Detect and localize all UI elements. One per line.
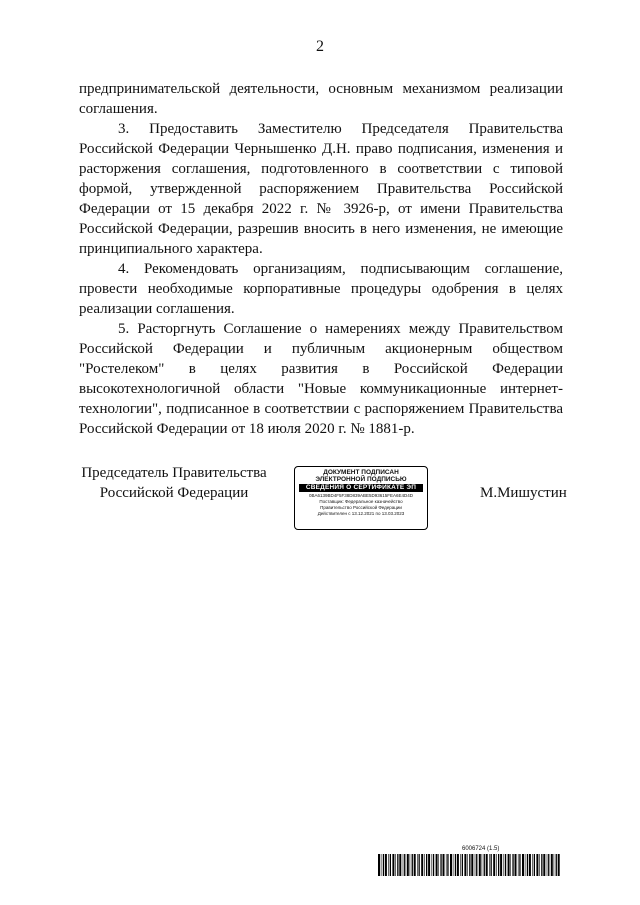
barcode-bar xyxy=(556,854,557,876)
barcode-bar xyxy=(489,854,490,876)
barcode-bar xyxy=(412,854,413,876)
barcode-bar xyxy=(508,854,510,876)
barcode-bar xyxy=(460,854,461,876)
barcode-bar xyxy=(383,854,384,876)
stamp-issuer-line1: Поставщик: Федеральное казначейство xyxy=(319,499,403,504)
barcode-bar xyxy=(534,854,535,876)
signatory-name: М.Мишустин xyxy=(480,485,567,501)
stamp-validity: Действителен с 13.12.2021 по 13.03.2023 xyxy=(317,511,405,516)
barcode-bar xyxy=(471,854,473,876)
barcode-bar xyxy=(476,854,477,876)
barcode-bar xyxy=(541,854,542,876)
barcode-bar xyxy=(440,854,441,876)
barcode-bar xyxy=(428,854,430,876)
paragraph-1: предпринимательской деятельности, основным механизмом реализации соглашения. xyxy=(79,81,563,117)
barcode-bar xyxy=(475,854,476,876)
barcode-bar xyxy=(378,854,380,876)
barcode-bar xyxy=(547,854,548,876)
barcode-bar xyxy=(462,854,463,876)
barcode-bar xyxy=(390,854,391,876)
barcode-bar xyxy=(453,854,454,876)
barcode xyxy=(378,854,560,876)
barcode-bar xyxy=(404,854,405,876)
barcode-bar xyxy=(424,854,425,876)
stamp-issuer-line2: Правительство Российской Федерации xyxy=(320,505,402,510)
barcode-bar xyxy=(385,854,387,876)
document-id: 6006724 (1.5) xyxy=(462,846,500,852)
barcode-bar xyxy=(395,854,396,876)
barcode-bar xyxy=(443,854,445,876)
stamp-cert-header: СВЕДЕНИЯ О СЕРТИФИКАТЕ ЭП xyxy=(299,484,423,492)
barcode-bar xyxy=(504,854,505,876)
barcode-bar xyxy=(527,854,528,876)
barcode-bar xyxy=(512,854,513,876)
barcode-bar xyxy=(482,854,483,876)
stamp-serial: 0BA6139BD4F5F38D839ABE5D93615FEA6E4D4D xyxy=(308,493,414,498)
paragraph-3: 3. Предоставить Заместителю Председателя Правительства Российской Федерации Чернышенко Д.Н. право подписания, изменения и расторжения соглашения, подготовленного в соответствии с типовой формой, утвержденной распоряжением Правительства Российской Федерации от 15 декабря 2022 г. № 3926-р, от имени Правительства Российской Федерации, разрешив вносить в него изменения, не имеющие принципиального характера. xyxy=(79,121,563,257)
barcode-bar xyxy=(447,854,448,876)
barcode-bar xyxy=(433,854,434,876)
barcode-bar xyxy=(467,854,468,876)
barcode-bar xyxy=(414,854,416,876)
barcode-bar xyxy=(421,854,423,876)
barcode-bar xyxy=(558,854,560,876)
barcode-bar xyxy=(469,854,470,876)
barcode-bar xyxy=(403,854,404,876)
barcode-bar xyxy=(407,854,409,876)
barcode-bar xyxy=(554,854,555,876)
barcode-bar xyxy=(388,854,389,876)
barcode-bar xyxy=(510,854,511,876)
barcode-bar xyxy=(505,854,506,876)
barcode-bar xyxy=(392,854,394,876)
barcode-bar xyxy=(457,854,459,876)
barcode-bar xyxy=(551,854,553,876)
barcode-bar xyxy=(529,854,531,876)
signatory-position-line1: Председатель Правительства xyxy=(81,465,267,481)
signatory-position xyxy=(74,463,274,503)
barcode-bar xyxy=(491,854,492,876)
barcode-bar xyxy=(536,854,538,876)
barcode-bar xyxy=(496,854,497,876)
electronic-signature-stamp xyxy=(294,466,428,530)
barcode-bar xyxy=(426,854,427,876)
barcode-bar xyxy=(525,854,526,876)
barcode-bar xyxy=(479,854,481,876)
barcode-bar xyxy=(397,854,398,876)
barcode-bar xyxy=(498,854,499,876)
barcode-bar xyxy=(436,854,438,876)
barcode-bar xyxy=(539,854,540,876)
barcode-bar xyxy=(417,854,418,876)
barcode-bar xyxy=(519,854,520,876)
barcode-bar xyxy=(532,854,533,876)
barcode-bar xyxy=(493,854,495,876)
signatory-position-line2: Российской Федерации xyxy=(99,485,249,501)
barcode-bar xyxy=(450,854,452,876)
barcode-bar xyxy=(464,854,466,876)
barcode-bar xyxy=(381,854,382,876)
barcode-bar xyxy=(543,854,545,876)
barcode-bar xyxy=(500,854,502,876)
barcode-bar xyxy=(446,854,447,876)
paragraph-5: 5. Расторгнуть Соглашение о намерениях между Правительством Российской Федерации и публичным акционерным обществом "Ростелеком" в целях развития в Российской Федерации высокотехнологичной области "Новые коммуникационные интернет-технологии", подписанное в соответствии с распоряжением Правительства Российской Федерации от 18 июля 2020 г. № 1881-р. xyxy=(79,321,563,437)
page-number: 2 xyxy=(316,38,324,55)
barcode-bar xyxy=(438,854,439,876)
paragraph-4: 4. Рекомендовать организациям, подписывающим соглашение, провести необходимые корпоративные процедуры одобрения в целях реализации соглашения. xyxy=(79,261,563,317)
barcode-bar xyxy=(515,854,517,876)
barcode-bar xyxy=(484,854,485,876)
barcode-bar xyxy=(410,854,411,876)
barcode-bar xyxy=(399,854,401,876)
stamp-title-line1: ДОКУМЕНТ ПОДПИСАН xyxy=(323,469,399,476)
barcode-bar xyxy=(432,854,433,876)
barcode-bar xyxy=(455,854,456,876)
barcode-bar xyxy=(522,854,524,876)
barcode-bar xyxy=(486,854,488,876)
stamp-title-line2: ЭЛЕКТРОННОЙ ПОДПИСЬЮ xyxy=(315,476,407,483)
barcode-bar xyxy=(518,854,519,876)
barcode-bar xyxy=(548,854,549,876)
body-text xyxy=(79,79,563,439)
barcode-bar xyxy=(419,854,420,876)
